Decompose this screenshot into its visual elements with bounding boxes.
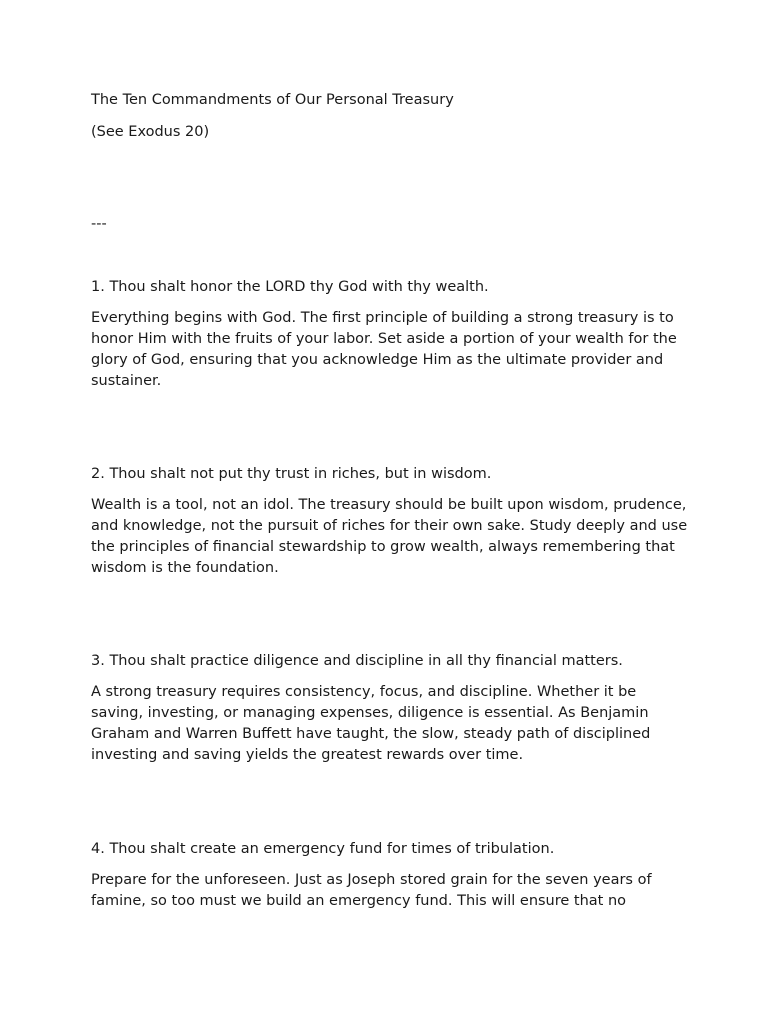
commandment-heading: 4. Thou shalt create an emergency fund for times of tribulation. [91, 841, 555, 857]
document-title: The Ten Commandments of Our Personal Treasury [91, 92, 454, 108]
commandment-body: A strong treasury requires consistency, focus, and discipline. Whether it be saving, investing, or managing expenses, diligence is essential. As Benjamin Graham and Warren Buffett have taught, the slow, steady path of disciplined investing and saving yields the greatest rewards over time. [91, 684, 651, 763]
commandment-section [91, 464, 691, 579]
commandment-section [91, 839, 691, 912]
section-divider: --- [91, 216, 107, 232]
commandment-heading: 2. Thou shalt not put thy trust in riches, but in wisdom. [91, 466, 492, 482]
commandment-heading: 1. Thou shalt honor the LORD thy God with thy wealth. [91, 279, 489, 295]
commandment-section [91, 277, 691, 392]
commandment-heading: 3. Thou shalt practice diligence and discipline in all thy financial matters. [91, 653, 623, 669]
commandment-body: Wealth is a tool, not an idol. The treasury should be built upon wisdom, prudence, and knowledge, not the pursuit of riches for their own sake. Study deeply and use the principles of financial stewardship to grow wealth, always remembering that wisdom is the foundation. [91, 497, 688, 576]
document-subtitle: (See Exodus 20) [91, 124, 210, 140]
commandment-body: Everything begins with God. The first principle of building a strong treasury is to honor Him with the fruits of your labor. Set aside a portion of your wealth for the glory of God, ensuring that you acknowledge Him as the ultimate provider and sustainer. [91, 310, 677, 389]
commandment-section [91, 651, 691, 766]
commandment-body: Prepare for the unforeseen. Just as Joseph stored grain for the seven years of famine, so too must we build an emergency fund. This will ensure that no [91, 872, 652, 909]
